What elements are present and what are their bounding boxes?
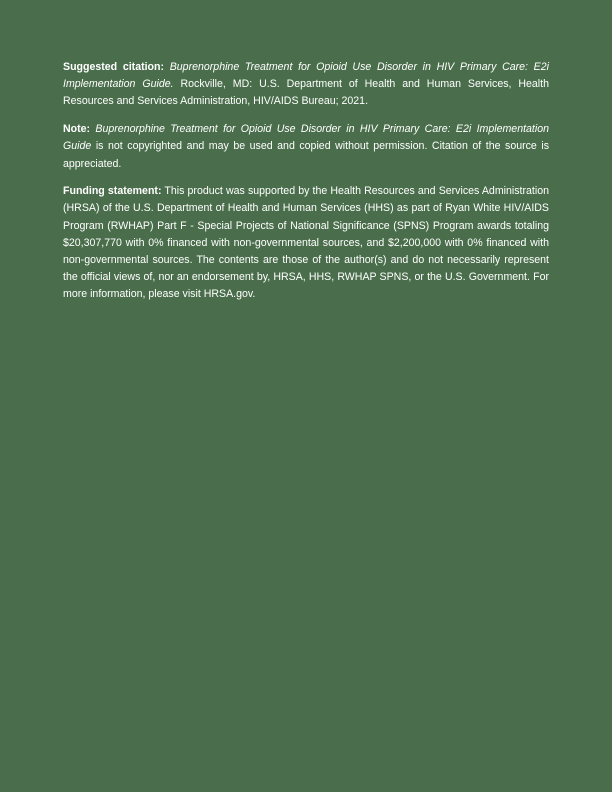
note-label: Note: bbox=[63, 123, 91, 136]
citation-text: Rockville, MD: U.S. Department of Health and Human Services, Health Resources and Services Administration, HIV/AIDS Bureau; 2021. bbox=[63, 78, 549, 108]
citation-label: Suggested citation: bbox=[63, 61, 165, 73]
note-paragraph bbox=[63, 121, 549, 173]
funding-label: Funding statement: bbox=[63, 185, 162, 198]
note-text: is not copyrighted and may be used and copied without permission. Citation of the source is appreciated. bbox=[63, 140, 549, 170]
funding-paragraph bbox=[63, 183, 549, 303]
funding-text: This product was supported by the Health Resources and Services Administration (HRSA) of the U.S. Department of Health and Human Services (HHS) as part of Ryan White HIV/AIDS Program (RWHAP) Part F - Special Projects of National Significance (SPNS) Program awards totaling $20,307,770 with 0% financed with non-governmental sources, and $2,200,000 with 0% financed with non-governmental sources. The contents are those of the author(s) and do not necessarily represent the official views of, nor an endorsement by, HRSA, HHS, RWHAP SPNS, or the U.S. Government. For more information, please visit HRSA.gov. bbox=[63, 185, 549, 301]
citation-paragraph bbox=[63, 59, 549, 111]
citation-title: Buprenorphine Treatment for Opioid Use Disorder in HIV Primary Care: E2i Implementation Guide. bbox=[63, 61, 549, 91]
note-title: Buprenorphine Treatment for Opioid Use Disorder in HIV Primary Care: E2i Implementation Guide bbox=[63, 123, 549, 153]
document-body bbox=[63, 59, 549, 314]
